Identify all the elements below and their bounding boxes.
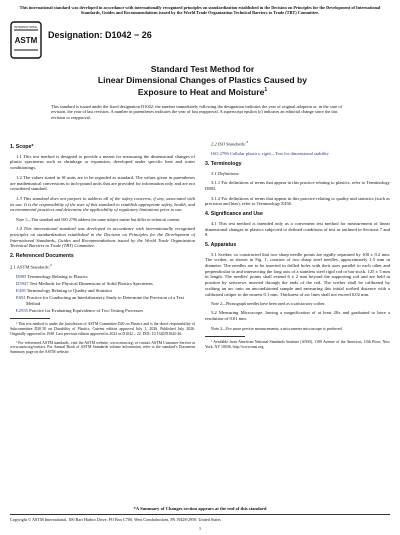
scope-heading: 1. Scope* (10, 144, 34, 150)
para-3-1-2: 3.1.2 For definitions of terms that appear in this practice relating to quality and statistics (such as precision and bias), refer to Terminology E456. (205, 195, 390, 207)
title-line-3-text: Exposure to Heat and Moisture (137, 86, 265, 97)
svg-text:INTERNATIONAL: INTERNATIONAL (14, 25, 38, 29)
iso-standards-label (205, 140, 390, 147)
para-5-1: 5.1 Scriber, so constructed that two sharp needle points are rigidly separated by 100 ± 0.2 mm. The scriber, as shown in Fig. 1, consists of two sharp steel needles, approximately 1.5 mm in diameter. The needles are to be inserted in drilled holes with their axes parallel to each other and perpendicular to and intersecting the long axis of a stainless steel rigid rod or bar stock, 125 ± 5 mm in length. The needles' points shall extend 6 ± 2 mm beyond the supporting rod and are held in position by setscrews inserted through the ends of the rod. The scriber shall be calibrated by scribing an arc onto an unconditioned sample and measuring this initial scribed distance with a calibrated caliper to the nearest 0.1 mm. Thickness of arc lines shall not exceed 0.02 mm. (205, 251, 390, 297)
reference-list (10, 274, 195, 313)
reference-title: Practice for Evaluating Equivalence of Two Testing Processes (29, 307, 144, 313)
note-3: Note 3—For more precise measurements, a micrometer microscope is preferred. (211, 325, 343, 331)
significance-heading: 4. Significance and Use (205, 211, 263, 218)
para-4-1: 4.1 This test method is intended only as a convenient test method for measurement of linear dimensional changes in plastics subjected to defined conditions of test as outlined in Sections 7 and 8. (205, 220, 390, 238)
iso-standards-text: 2.2 ISO Standards: (211, 141, 247, 147)
footnote-rule (10, 318, 50, 319)
para-1-3: 1.3 This standard does not purport to address all of the safety concerns, if any, associated with its use. It is the responsibility of the user of this standard to establish appropriate safety, health, and environmental practices and determine the applicability of regulatory limitations prior to use. (10, 195, 195, 213)
para-1-2: 1.2 The values stated in SI units are to be regarded as standard. The values given in parentheses are mathematical conversions to inch-pound units that are provided for information only and are not considered standard. (10, 174, 195, 192)
standard-title (60, 64, 345, 97)
reference-link[interactable]: ISO 2796 (211, 151, 229, 157)
reference-title: Terminology Relating to Quality and Statistics (26, 287, 113, 293)
footnote-1: ¹ This test method is under the jurisdiction of ASTM Committee D20 on Plastics and is the direct responsibility of Subcommittee D20.50 on Durability of Plastics. Current edition approved July 1, 2026. Published July 2026. Originally approved in 1949. Last previous edition approved in 2022 as D1042 – 22. DOI: 10.1520/D1042-26. (10, 322, 195, 336)
reference-item (16, 295, 195, 306)
para-1-4: 1.4 This international standard was developed in accordance with internationally recognized principles on standardization established in the Decision on Principles for the Development of International Standards, Guides and Recommendations issued by the World Trade Organization Technical Barriers to Trade (TBT) Committee. (10, 226, 195, 249)
reference-link[interactable]: D883 (16, 273, 27, 279)
iso-reference-item (205, 151, 390, 157)
terminology-heading: 3. Terminology (205, 160, 242, 167)
reference-link[interactable]: E456 (16, 287, 26, 293)
title-line-1: Standard Test Method for (150, 64, 255, 74)
reference-title: Terminology Relating to Plastics (27, 273, 88, 279)
para-3-1-1: 3.1.1 For definitions of terms that appear in this practice relating to plastics, refer to Terminology D883. (205, 180, 390, 192)
astm-standards-label (10, 263, 195, 270)
apparatus-heading: 5. Apparatus (205, 241, 237, 248)
reference-title: Test Methods for Physical Dimensions of Solid Plastics Specimens (29, 280, 153, 286)
left-column (10, 140, 195, 359)
reference-title: Practice for Conducting an Interlaboratory Study to Determine the Precision of a Test Method (26, 294, 184, 306)
reference-item (16, 288, 195, 294)
tbt-notice: This international standard was developed in accordance with internationally recognized principles on standardization established in the Decision on Principles for the Development of International Standards, Guides and Recommendations issued by the World Trade Organization Technical Barriers to Trade (TBT) Committee. (19, 5, 381, 16)
title-footnote-marker: 1 (264, 87, 268, 93)
referenced-documents-heading: 2. Referenced Documents (10, 252, 74, 259)
astm-standards-footnote-marker: 2 (49, 262, 52, 267)
reference-item (16, 274, 195, 280)
footnote-3: ³ Available from American National Standards Institute (ANSI), 1180 Avenue of the Americas, 10th Floor, New York, NY 10036, http://www.ansi.org. (205, 339, 390, 349)
definitions-label: 3.1 Definitions: (211, 170, 240, 176)
astm-logo-icon (10, 21, 42, 59)
summary-of-changes-notice: *A Summary of Changes section appears at the end of this standard (133, 506, 267, 511)
right-column (205, 140, 390, 353)
svg-text:ASTM: ASTM (14, 36, 38, 45)
page-number: 1 (198, 526, 202, 531)
note-1: Note 1—This standard and ISO 2796 address the same subject matter but differ in technical content. (16, 217, 181, 223)
reference-link[interactable]: E691 (16, 294, 26, 300)
reference-link[interactable]: E2935 (16, 307, 28, 313)
footnote-rule (205, 336, 245, 337)
footnote-2: ² For referenced ASTM standards, visit the ASTM website, www.astm.org, or contact ASTM Customer Service at www.astm.org/contact. For Annual Book of ASTM Standards volume information, refer to the standard's Document Summary page on the ASTM website. (10, 340, 195, 355)
note-2: Note 2—Phonograph needles have been used as a satisfactory scriber. (211, 301, 326, 307)
copyright-line: Copyright © ASTM International, 100 Barr Harbor Drive, PO Box C700, West Conshohocken, PA 19428-2959. United States (10, 517, 221, 522)
reference-item (16, 308, 195, 314)
astm-standards-text: 2.1 ASTM Standards: (10, 264, 50, 270)
para-1-1: 1.1 This test method is designed to provide a means for measuring the dimensional changes of plastic specimens such as shrinkage or expansion, developed under specific heat and water conditionings. (10, 153, 195, 171)
designation: Designation: D1042 − 26 (48, 30, 152, 40)
iso-reference-title[interactable]: Cellular plastics, rigid—Test for dimensional stability (229, 151, 329, 157)
title-line-3 (60, 85, 345, 97)
bottom-rule (10, 514, 390, 515)
reference-link[interactable]: D5947 (16, 280, 29, 286)
iso-standards-footnote-marker: 3 (246, 140, 248, 144)
intro-paragraph: This standard is issued under the fixed designation D1042; the number immediately following the designation indicates the year of original adoption or, in the case of revision, the year of last revision. A number in parentheses indicates the year of last reapproval. A superscript epsilon (ε) indicates an editorial change since the last revision or reapproval. (51, 104, 342, 120)
para-5-2: 5.2 Measuring Microscope, having a magnification of at least 20x and graduated to have a resolution of 0.01 mm. (205, 310, 390, 322)
reference-item (16, 281, 195, 287)
title-line-2: Linear Dimensional Changes of Plastics Caused by (97, 74, 308, 85)
